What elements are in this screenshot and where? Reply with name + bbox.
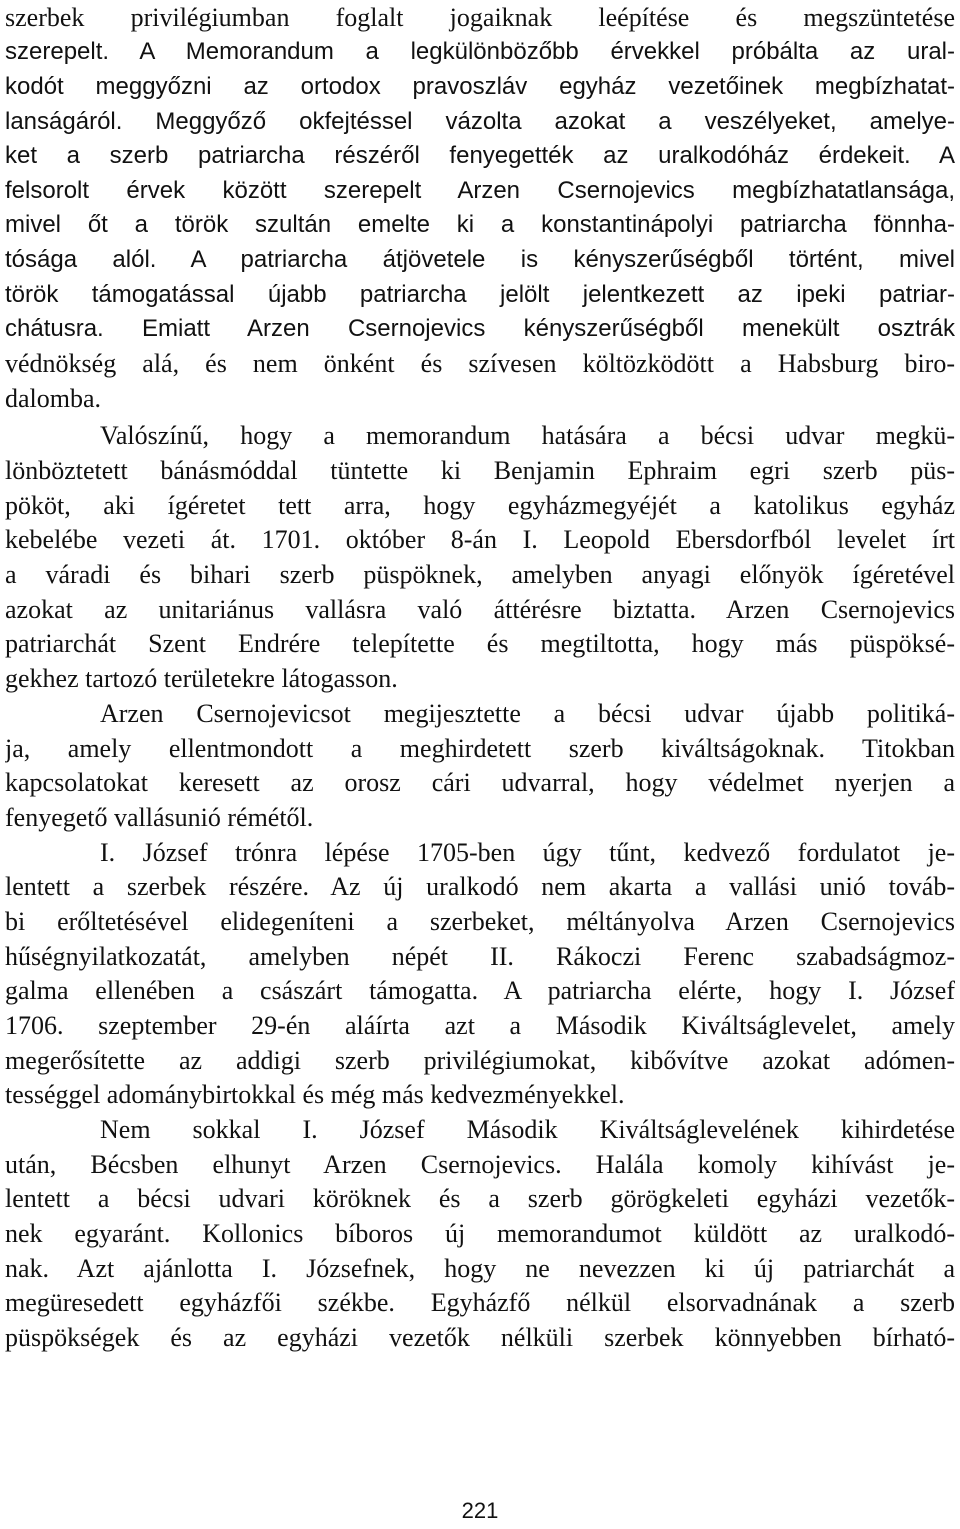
text-line: után, Bécsben elhunyt Arzen Csernojevics. Halála komoly kihívást je- — [5, 1150, 955, 1179]
paragraph-first-line: Nem sokkal I. József Második Kiváltságlevelének kihirdetése — [100, 1115, 955, 1144]
text-line: török támogatással újabb patriarcha jelölt jelentkezett az ipeki patriar- — [5, 281, 955, 308]
text-line: tósága alól. A patriarcha átjövetele is kényszerűségből történt, mivel — [5, 246, 955, 273]
text-line: kapcsolatokat keresett az orosz cári udvarral, hogy védelmet nyerjen a — [5, 768, 955, 797]
text-line: lönböztetett bánásmóddal tüntette ki Benjamin Ephraim egri szerb püs- — [5, 456, 955, 485]
text-line: patriarchát Szent Endrére telepítette és megtiltotta, hogy más püspöksé- — [5, 629, 955, 658]
text-line: nek egyaránt. Kollonics bíboros új memorandumot küldött az uralkodó- — [5, 1219, 955, 1248]
text-line: dalomba. — [5, 384, 102, 413]
text-line: chátusra. Emiatt Arzen Csernojevics kényszerűségből menekült osztrák — [5, 315, 955, 342]
paragraph-first-line: I. József trónra lépése 1705-ben úgy tűnt, kedvező fordulatot je- — [100, 838, 955, 867]
text-line: ja, amely ellentmondott a meghirdetett szerb kiváltságoknak. Titokban — [5, 734, 955, 763]
text-line: lentett a szerbek részére. Az új uralkodó nem akarta a vallási unió továb- — [5, 872, 955, 901]
text-line: lanságáról. Meggyőző okfejtéssel vázolta azokat a veszélyeket, amelye- — [5, 108, 955, 135]
paragraph-first-line: Valószínű, hogy a memorandum hatására a bécsi udvar megkü- — [100, 421, 955, 450]
text-line: megüresedett egyházfői székbe. Egyházfő nélkül elsorvadnának a szerb — [5, 1288, 955, 1317]
text-line: püspökségek és az egyházi vezetők nélküli szerbek könnyebben bírható- — [5, 1323, 955, 1352]
text-line: bi erőltetésével elidegeníteni a szerbeket, méltányolva Arzen Csernojevics — [5, 907, 955, 936]
text-line: hűségnyilatkozatát, amelyben népét II. Rákoczi Ferenc szabadságmoz- — [5, 942, 955, 971]
text-line: védnökség alá, és nem önként és szívesen költözködött a Habsburg biro- — [5, 349, 955, 378]
text-line: kebelébe vezeti át. 1701. október 8-án I. Leopold Ebersdorfból levelet írt — [5, 525, 955, 554]
text-line: kodót meggyőzni az ortodox pravoszláv egyház vezetőinek megbízhatat- — [5, 73, 955, 100]
text-line: mivel őt a török szultán emelte ki a konstantinápolyi patriarcha fönnha- — [5, 211, 955, 238]
text-line: nak. Azt ajánlotta I. Józsefnek, hogy ne nevezzen ki új patriarchát a — [5, 1254, 955, 1283]
text-line: tességgel adománybirtokkal és még más kedvezményekkel. — [5, 1080, 625, 1109]
text-line: szerepelt. A Memorandum a legkülönbözőbb érvekkel próbálta az ural- — [5, 38, 955, 65]
text-line: gekhez tartozó területekre látogasson. — [5, 664, 398, 693]
text-line: lentett a bécsi udvari köröknek és a szerb görögkeleti egyházi vezetők- — [5, 1184, 955, 1213]
text-line: 1706. szeptember 29-én aláírta azt a Második Kiváltságlevelet, amely — [5, 1011, 955, 1040]
text-line: szerbek privilégiumban foglalt jogaiknak leépítése és megszüntetése — [5, 3, 955, 32]
text-line: azokat az unitariánus vallásra való áttérésre biztatta. Arzen Csernojevics — [5, 595, 955, 624]
text-line: galma ellenében a császárt támogatta. A patriarcha elérte, hogy I. József — [5, 976, 955, 1005]
text-line: felsorolt érvek között szerepelt Arzen Csernojevics megbízhatatlansága, — [5, 177, 955, 204]
page-number: 221 — [461, 1498, 499, 1523]
text-line: pököt, aki ígéretet tett arra, hogy egyházmegyéjét a katolikus egyház — [5, 491, 955, 520]
text-line: a váradi és bihari szerb püspöknek, amelyben anyagi előnyök ígéretével — [5, 560, 955, 589]
text-line: ket a szerb patriarcha részéről fenyegették az uralkodóház érdekeit. A — [5, 142, 955, 169]
paragraph-first-line: Arzen Csernojevicsot megijesztette a bécsi udvar újabb politiká- — [100, 699, 955, 728]
text-line: fenyegető vallásunió rémétől. — [5, 803, 314, 832]
text-line: megerősítette az addigi szerb privilégiumokat, kibővítve azokat adómen- — [5, 1046, 955, 1075]
